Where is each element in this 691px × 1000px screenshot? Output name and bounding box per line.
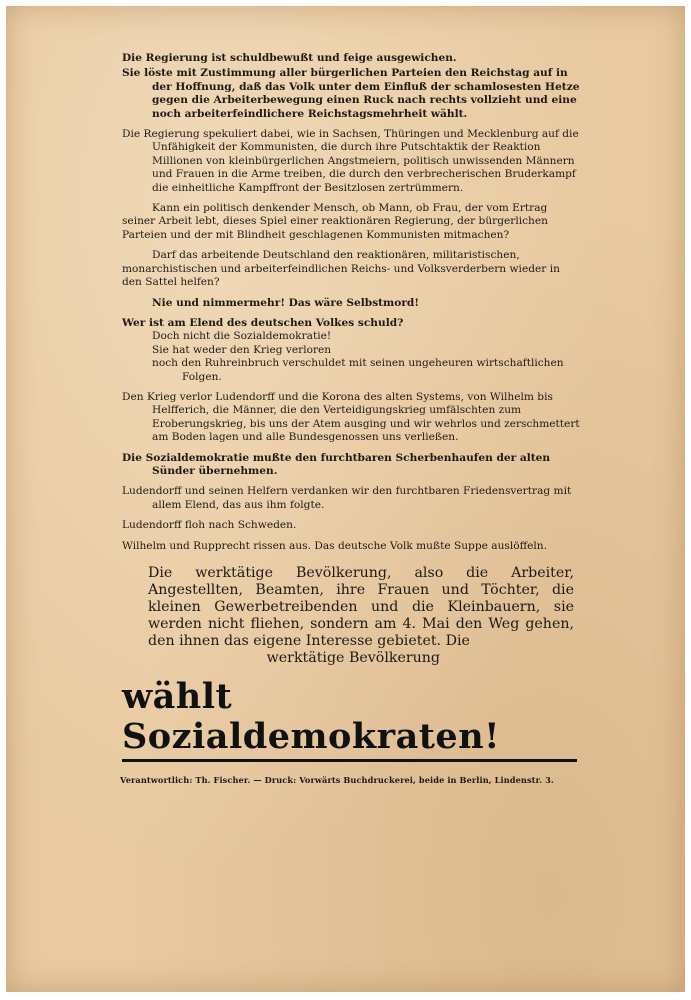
paragraph-working-people: Die werktätige Bevölkerung, also die Arbeiter, Angestellten, Beamten, ihre Frauen und Töchter, die kleinen Gewerbetreibenden und die Kleinbauern, sie werden nicht fliehen, sondern am 4. Mai den Weg gehen, den ihnen das eigene Interesse gebietet. Die [148,565,574,649]
paragraph-rubble: Die Sozialdemokratie mußte den furchtbaren Scherbenhaufen der alten Sünder übernehmen. [122,451,551,477]
who-is-guilty-line: Wer ist am Elend des deutschen Volkes schuld? [122,316,404,329]
intro-line: Die Regierung ist schuldbewußt und feige ausgewichen. [122,52,457,64]
leaflet-text [122,52,580,787]
paragraph-government-speculates: Die Regierung spekuliert dabei, wie in Sachsen, Thüringen und Mecklenburg auf die Unfähigkeit der Kommunisten, die durch ihre Putschtaktik der Reaktion Millionen von kleinbürgerlichen Angstmeiern, politisch unwissenden Männern und Frauen in die Arme treiben, die durch den verbrecherischen Bruderkampf die einheitliche Kampffront der Besitzlosen zertrümmern. [122,128,579,194]
paragraph-ludendorff-lost-war: Den Krieg verlor Ludendorff und die Korona des alten Systems, von Wilhelm bis Helfferich, die Männer, die den Verteidigungskrieg umfälschten zum Eroberungskrieg, bis uns der Atem ausging und wir wehrlos und zerschmettert am Boden lagen und alle Bundesgenossen uns verließen. [122,390,580,444]
neither-war-line: Sie hat weder den Krieg verloren [152,343,332,356]
nor-ruhr-line: noch den Ruhreinbruch verschuldet mit seinen ungeheuren wirtschaftlichen Folgen. [152,357,564,383]
paragraph-soup: Wilhelm und Rupprecht rissen aus. Das deutsche Volk mußte Suppe auslöffeln. [122,539,547,552]
working-people-closing-line: werktätige Bevölkerung [266,650,440,666]
never-line: Nie und nimmermehr! Das wäre Selbstmord! [152,296,419,309]
imprint-line: Verantwortlich: Th. Fischer. — Druck: Vorwärts Buchdruckerei, beide in Berlin, Lindenstr. 3. [120,775,554,785]
paragraph-question-two: Darf das arbeitende Deutschland den reaktionären, militaristischen, monarchistischen und arbeiterfeindlichen Reichs- und Volksverderbern wieder in den Sattel helfen? [122,249,560,289]
slogan-headline: wählt Sozialdemokraten! [122,676,500,757]
not-social-democracy-line: Doch nicht die Sozialdemokratie! [152,330,332,343]
paragraph-reichstag-dissolved: Sie löste mit Zustimmung aller bürgerlichen Parteien den Reichstag auf in der Hoffnung, daß das Volk unter dem Einfluß der schamlosesten Hetze gegen die Arbeiterbewegung einen Ruck nach rechts vollzieht und eine noch arbeiterfeindlichere Reichstagsmehrheit wählt. [122,67,580,120]
paragraph-peace-treaty: Ludendorff und seinen Helfern verdanken wir den furchtbaren Friedensvertrag mit allem Elend, das aus ihm folgte. [122,485,572,511]
paragraph-question-one: Kann ein politisch denkender Mensch, ob Mann, ob Frau, der vom Ertrag seiner Arbeit lebt, dieses Spiel einer reaktionären Regierung, der bürgerlichen Parteien und der mit Blindheit geschlagenen Kommunisten mitmachen? [122,202,548,241]
ludendorff-fled-line: Ludendorff floh nach Schweden. [122,519,297,532]
slogan-underline [122,759,577,762]
